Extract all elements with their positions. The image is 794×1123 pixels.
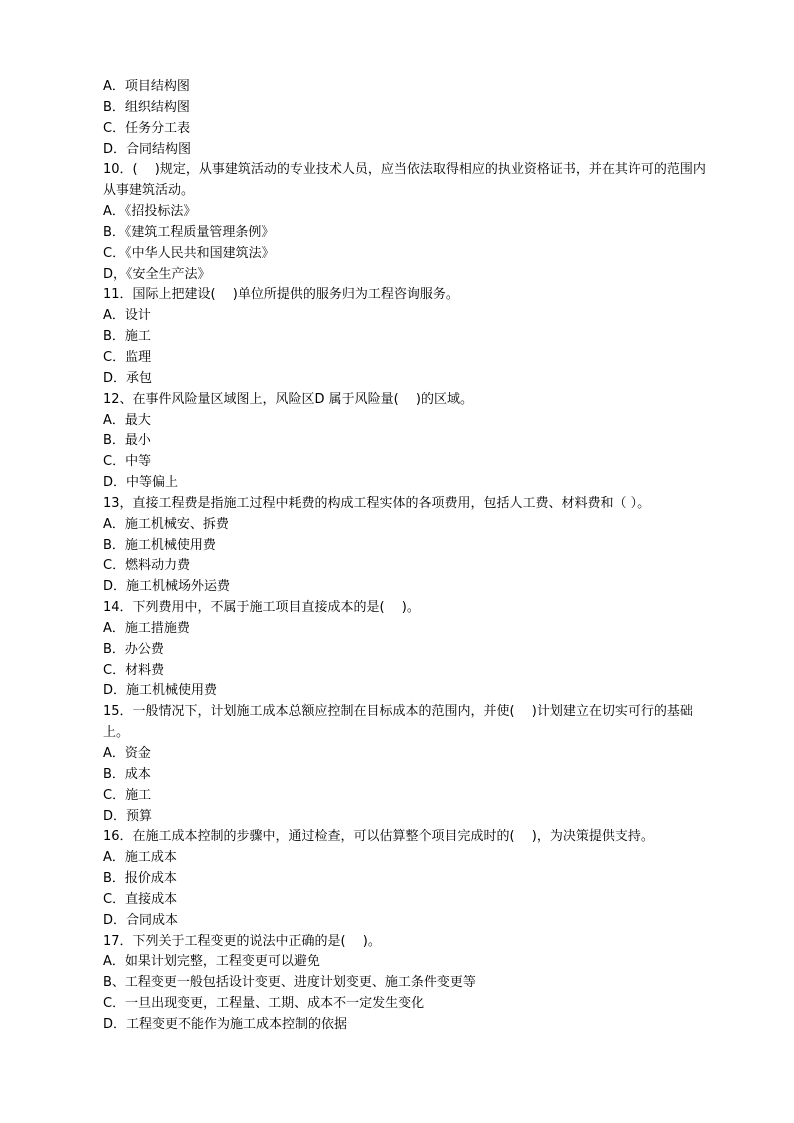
- option-line: A．施工措施费: [103, 620, 190, 636]
- document-page: [103, 77, 715, 1036]
- option-line: A．最大: [103, 412, 151, 428]
- question-stem: 15．一般情况下，计划施工成本总额应控制在目标成本的范围内，并使( )计划建立在切实可行的基础上。: [103, 704, 693, 741]
- option-line: D．合同结构图: [103, 141, 192, 157]
- option-line: B．组织结构图: [103, 99, 190, 115]
- option-line: C．监理: [103, 349, 152, 365]
- question-stem: 14．下列费用中，不属于施工项目直接成本的是( )。: [103, 600, 420, 616]
- option-line: B．成本: [103, 766, 151, 782]
- option-line: B、工程变更一般包括设计变更、进度计划变更、施工条件变更等: [103, 975, 476, 991]
- option-line: C．一旦出现变更，工程量、工期、成本不一定发生变化: [103, 996, 425, 1012]
- option-line: C．材料费: [103, 662, 165, 678]
- option-line: C．任务分工表: [103, 120, 191, 136]
- option-line: B．报价成本: [103, 871, 177, 887]
- option-line: D．合同成本: [103, 912, 179, 928]
- option-line: A．施工成本: [103, 850, 177, 866]
- option-line: B．施工: [103, 329, 151, 345]
- question-stem: 10．( )规定，从事建筑活动的专业技术人员，应当依法取得相应的执业资格证书，并在其许可的范围内从事建筑活动。: [103, 162, 706, 199]
- option-line: D，《安全生产法》: [103, 266, 211, 282]
- option-line: A．《招投标法》: [103, 204, 197, 220]
- question-stem: 17．下列关于工程变更的说法中正确的是( )。: [103, 933, 381, 949]
- question-stem: 13，直接工程费是指施工过程中耗费的构成工程实体的各项费用，包括人工费、材料费和（ ）。: [103, 495, 651, 511]
- option-line: B．《建筑工程质量管理条例》: [103, 224, 275, 240]
- option-line: C．中等: [103, 454, 152, 470]
- option-line: D．预算: [103, 808, 153, 824]
- option-line: D．施工机械场外运费: [103, 579, 231, 595]
- option-line: B．办公费: [103, 641, 164, 657]
- option-line: A．施工机械安、拆费: [103, 516, 229, 532]
- option-line: C．《中华人民共和国建筑法》: [103, 245, 275, 261]
- option-line: B．最小: [103, 433, 151, 449]
- option-line: A．项目结构图: [103, 79, 190, 94]
- question-stem: 11．国际上把建设( )单位所提供的服务归为工程咨询服务。: [103, 287, 459, 303]
- option-line: A．设计: [103, 308, 151, 324]
- option-line: D．承包: [103, 370, 153, 386]
- option-line: D．中等偏上: [103, 475, 179, 491]
- option-line: B．施工机械使用费: [103, 537, 216, 553]
- option-line: A．如果计划完整，工程变更可以避免: [103, 954, 320, 970]
- option-line: C．施工: [103, 787, 152, 803]
- option-line: D．施工机械使用费: [103, 683, 218, 699]
- option-line: C．直接成本: [103, 891, 178, 907]
- question-stem: 16．在施工成本控制的步骤中，通过检查，可以估算整个项目完成时的( )，为决策提供支持。: [103, 829, 654, 845]
- option-line: C．燃料动力费: [103, 558, 191, 574]
- option-line: D．工程变更不能作为施工成本控制的依据: [103, 1016, 348, 1032]
- question-stem: 12、在事件风险量区域图上，风险区D 属于风险量( )的区域。: [103, 391, 473, 407]
- option-line: A．资金: [103, 746, 151, 761]
